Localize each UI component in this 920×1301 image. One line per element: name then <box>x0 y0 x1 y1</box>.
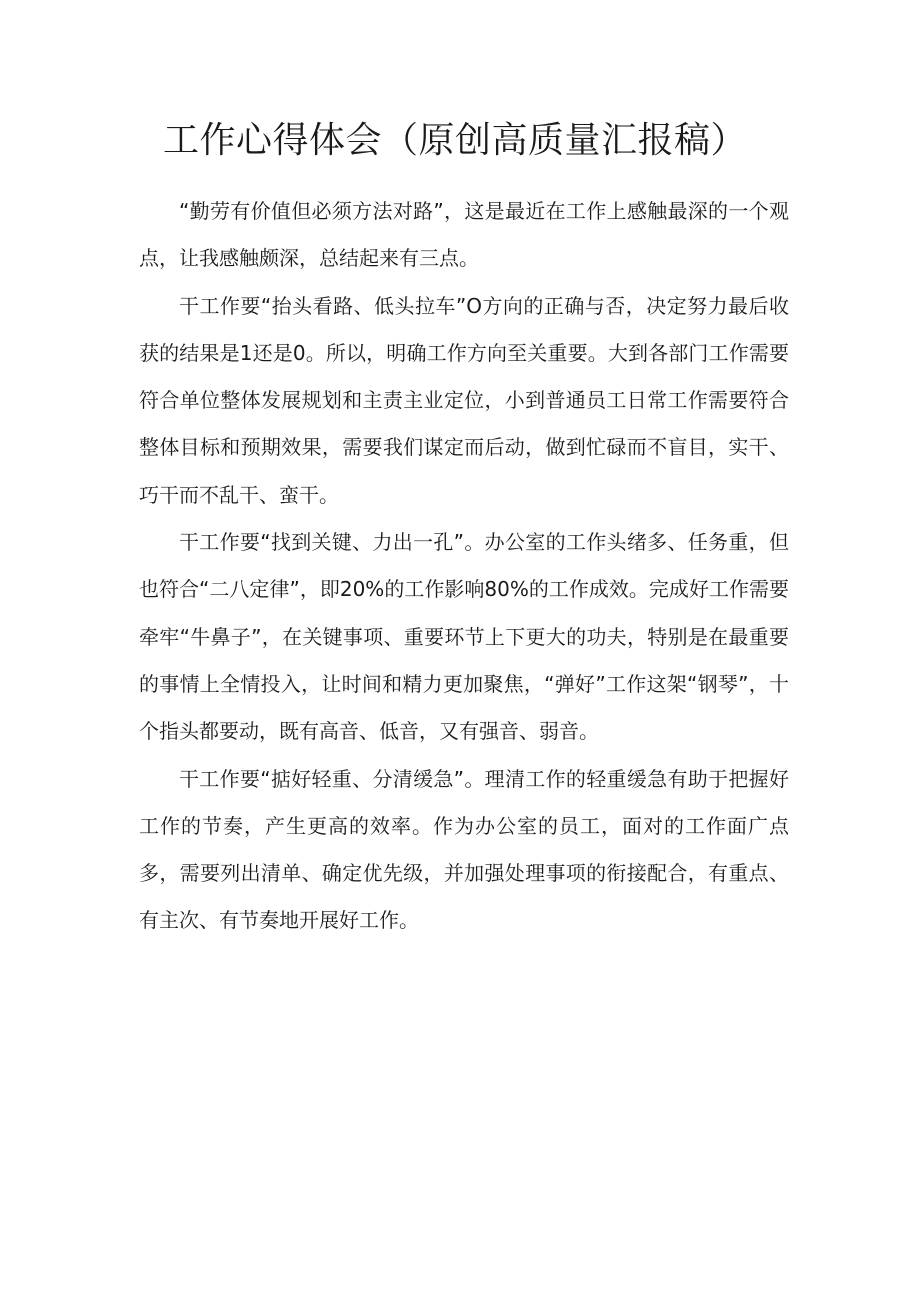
paragraph-key-points: 干工作要“找到关键、力出一孔”。办公室的工作头绪多、任务重，但也符合“二八定律”，即20%的工作影响80%的工作成效。完成好工作需要牵牢“牛鼻子”，在关键事项、重要环节上下更大的功夫，特别是在最重要的事情上全情投入，让时间和精力更加聚焦，“弹好”工作这架“钢琴”，十个指头都要动，既有高音、低音，又有强音、弱音。 <box>139 530 789 744</box>
document-title: 工作心得体会（原创高质量汇报稿） <box>163 120 748 161</box>
paragraph-intro: “勤劳有价值但必须方法对路”，这是最近在工作上感触最深的一个观点，让我感触颇深，总结起来有三点。 <box>139 199 789 271</box>
document-body <box>139 188 789 945</box>
paragraph-priorities: 干工作要“掂好轻重、分清缓急”。理清工作的轻重缓急有助于把握好工作的节奏，产生更高的效率。作为办公室的员工，面对的工作面广点多，需要列出清单、确定优先级，并加强处理事项的衔接配合，有重点、有主次、有节奏地开展好工作。 <box>139 766 789 933</box>
paragraph-direction: 干工作要“抬头看路、低头拉车”O方向的正确与否，决定努力最后收获的结果是1还是0。所以，明确工作方向至关重要。大到各部门工作需要符合单位整体发展规划和主责主业定位，小到普通员工日常工作需要符合整体目标和预期效果，需要我们谋定而后动，做到忙碌而不盲目，实干、巧干而不乱干、蛮干。 <box>139 293 789 507</box>
